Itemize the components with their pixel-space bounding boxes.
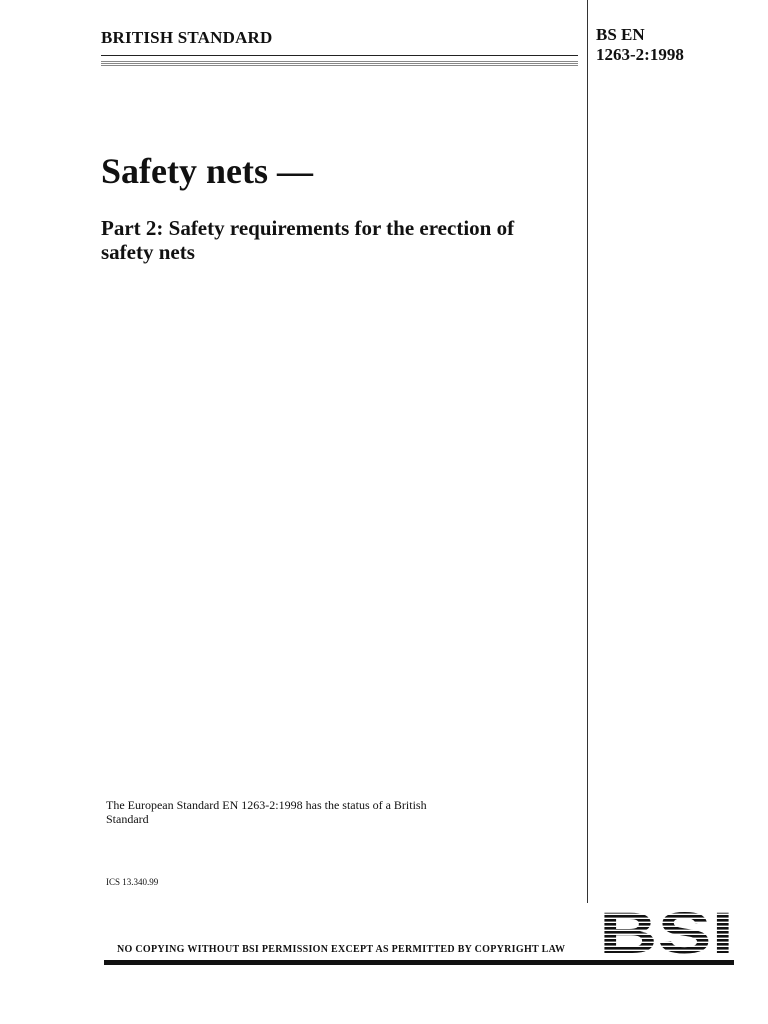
- copyright-notice: NO COPYING WITHOUT BSI PERMISSION EXCEPT AS PERMITTED BY COPYRIGHT LAW: [117, 944, 566, 955]
- document-type-label: BRITISH STANDARD: [101, 28, 273, 47]
- ics-code: ICS 13.340.99: [106, 877, 159, 887]
- document-subtitle: Part 2: Safety requirements for the erection of safety nets: [101, 216, 515, 264]
- bsi-logo-icon: [599, 907, 734, 955]
- header-divider-thick: [101, 61, 578, 66]
- header-divider-thin: [101, 55, 578, 56]
- standard-number: [596, 25, 684, 65]
- status-note: The European Standard EN 1263-2:1998 has the status of a British Standard: [106, 798, 427, 826]
- bottom-divider: [104, 960, 734, 965]
- document-title: Safety nets —: [101, 151, 313, 191]
- standard-number-line2: 1263-2:1998: [596, 45, 684, 64]
- bsi-logo-text: BSI: [599, 907, 734, 955]
- vertical-divider: [587, 0, 588, 903]
- standard-number-line1: BS EN: [596, 25, 645, 44]
